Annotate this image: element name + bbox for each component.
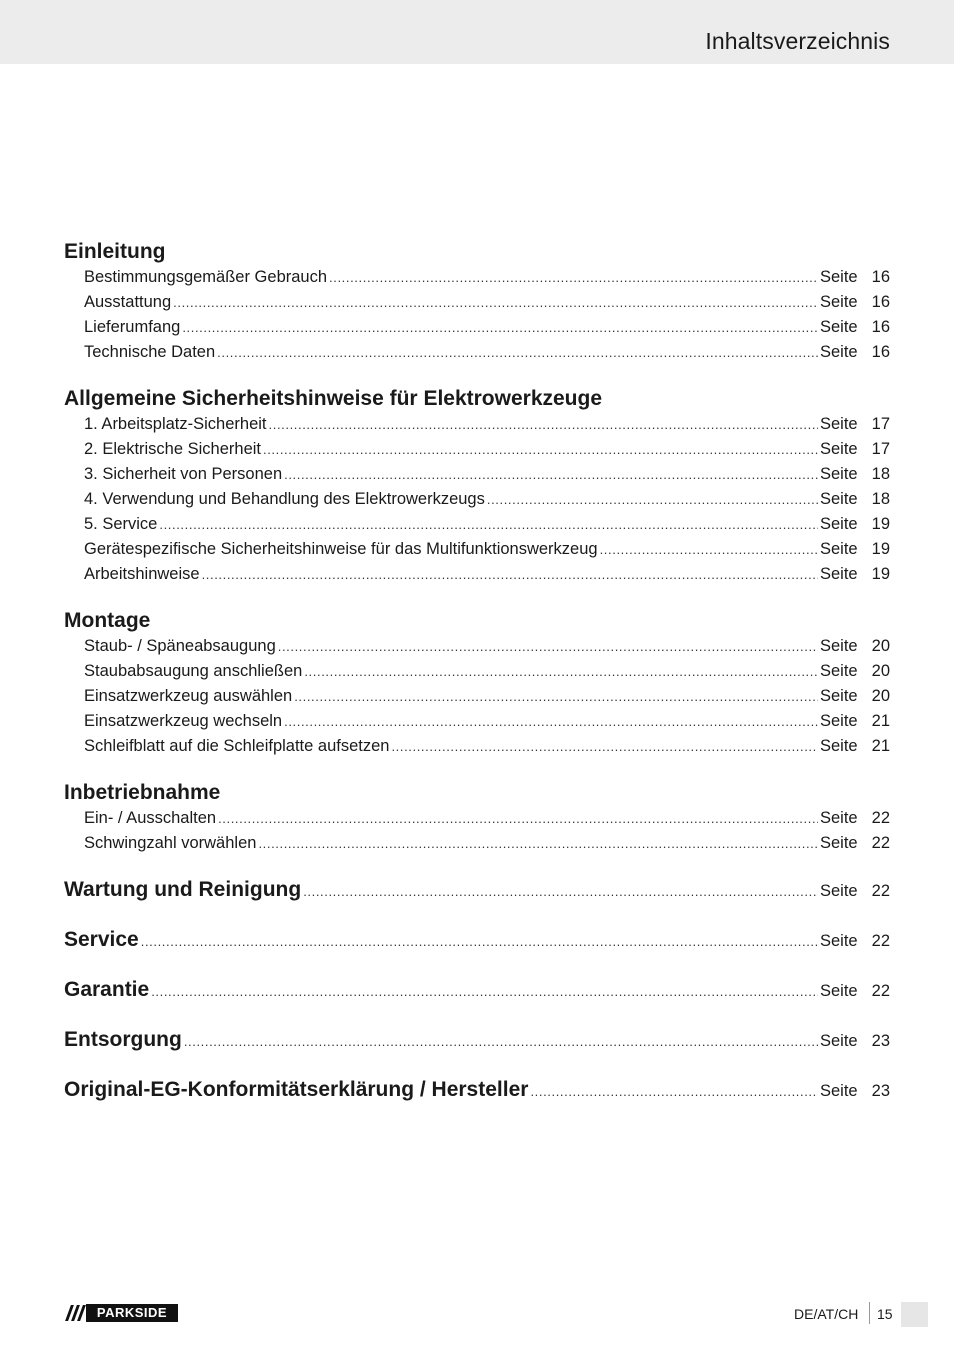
toc-entry-page: 23 — [871, 1082, 890, 1100]
toc-entry-page: 21 — [871, 712, 890, 730]
toc-entry-page: 22 — [871, 882, 890, 900]
toc-entry-label: Staub- / Späneabsaugung — [84, 637, 276, 655]
toc-entry-label: 4. Verwendung und Behandlung des Elektrowerkzeugs — [84, 490, 485, 508]
dot-leader — [278, 634, 818, 659]
dot-leader — [284, 709, 818, 734]
toc-entry-label: 1. Arbeitsplatz-Sicherheit — [84, 415, 267, 433]
toc-entry-seite: Seite — [820, 440, 858, 458]
toc-entry-label: Ausstattung — [84, 293, 172, 311]
toc-entry[interactable] — [64, 462, 890, 487]
dot-leader — [487, 487, 818, 512]
toc-entry-page: 17 — [871, 415, 890, 433]
toc-section-inbetriebnahme — [64, 780, 890, 856]
section-title: Montage — [64, 609, 151, 632]
toc-entry[interactable] — [64, 537, 890, 562]
dot-leader — [217, 340, 818, 365]
toc-main-entry-label: Service — [64, 928, 139, 951]
toc-section-montage — [64, 608, 890, 759]
toc-main-entry[interactable] — [64, 1065, 890, 1115]
toc-entry-label: Ein- / Ausschalten — [84, 809, 217, 827]
toc-main-entry[interactable] — [64, 915, 890, 965]
toc-entry-seite: Seite — [820, 490, 858, 508]
toc-entry[interactable] — [64, 412, 890, 437]
toc-entry-seite: Seite — [820, 712, 858, 730]
toc-main-entry-label: Garantie — [64, 978, 150, 1001]
toc-entry-seite: Seite — [820, 415, 858, 433]
toc-entry-page: 19 — [871, 540, 890, 558]
toc-entry[interactable] — [64, 265, 890, 290]
toc-entry-page: 19 — [871, 515, 890, 533]
toc-entry-page: 16 — [871, 318, 890, 336]
toc-entry-page: 20 — [871, 687, 890, 705]
toc-entry-page: 16 — [871, 293, 890, 311]
toc-entry-seite: Seite — [820, 662, 858, 680]
toc-entry[interactable] — [64, 659, 890, 684]
dot-leader — [530, 1067, 818, 1117]
toc-entry[interactable] — [64, 831, 890, 856]
toc-entry[interactable] — [64, 315, 890, 340]
toc-main-entry[interactable] — [64, 1015, 890, 1065]
toc-main-entry-label: Entsorgung — [64, 1028, 182, 1051]
dot-leader — [184, 1017, 818, 1067]
toc-entry[interactable] — [64, 512, 890, 537]
dot-leader — [182, 315, 818, 340]
toc-main-entry-label: Original-EG-Konformitätserklärung / Hersteller — [64, 1078, 529, 1101]
dot-leader — [159, 512, 818, 537]
toc-entry-page: 22 — [871, 982, 890, 1000]
dot-leader — [284, 462, 818, 487]
toc-entry[interactable] — [64, 340, 890, 365]
toc-entry-label: Schwingzahl vorwählen — [84, 834, 257, 852]
dot-leader — [329, 265, 818, 290]
toc-entry-page: 20 — [871, 637, 890, 655]
toc-entry-label: Technische Daten — [84, 343, 216, 361]
toc-entry-label: Einsatzwerkzeug wechseln — [84, 712, 283, 730]
toc-entry-page: 19 — [871, 565, 890, 583]
dot-leader — [151, 967, 818, 1017]
toc-entry-seite: Seite — [820, 268, 858, 286]
toc-entry-seite: Seite — [820, 882, 858, 900]
toc-main-entry[interactable] — [64, 865, 890, 915]
toc-entry-page: 22 — [871, 834, 890, 852]
toc-entry-label: Arbeitshinweise — [84, 565, 200, 583]
toc-main-entries — [64, 865, 890, 1115]
logo-text: PARKSIDE — [86, 1304, 178, 1322]
toc-entry-seite: Seite — [820, 343, 858, 361]
toc-entry-page: 23 — [871, 1032, 890, 1050]
toc-section-sicherheitshinweise — [64, 386, 890, 587]
toc-entry-page: 18 — [871, 465, 890, 483]
toc-entry-seite: Seite — [820, 515, 858, 533]
toc-entry-label: 3. Sicherheit von Personen — [84, 465, 283, 483]
toc-entry-seite: Seite — [820, 318, 858, 336]
section-title: Einleitung — [64, 240, 166, 263]
toc-entry-label: Lieferumfang — [84, 318, 181, 336]
toc-entry[interactable] — [64, 437, 890, 462]
parkside-logo — [64, 1304, 178, 1322]
toc-entry-page: 22 — [871, 809, 890, 827]
toc-section-einleitung — [64, 239, 890, 365]
dot-leader — [173, 290, 818, 315]
toc-entry-seite: Seite — [820, 540, 858, 558]
toc-entry-label: 5. Service — [84, 515, 158, 533]
dot-leader — [303, 867, 818, 917]
toc-entry-label: Gerätespezifische Sicherheitshinweise für das Multifunktionswerkzeug — [84, 540, 598, 558]
section-title: Allgemeine Sicherheitshinweise für Elektrowerkzeuge — [64, 387, 603, 410]
section-title: Inbetriebnahme — [64, 781, 221, 804]
toc-entry-label: Bestimmungsgemäßer Gebrauch — [84, 268, 328, 286]
toc-main-entry[interactable] — [64, 965, 890, 1015]
toc-entry-page: 22 — [871, 932, 890, 950]
toc-entry-seite: Seite — [820, 465, 858, 483]
dot-leader — [269, 412, 818, 437]
toc-entry[interactable] — [64, 634, 890, 659]
dot-leader — [202, 562, 818, 587]
toc-entry-seite: Seite — [820, 932, 858, 950]
toc-entry-page: 17 — [871, 440, 890, 458]
dot-leader — [294, 684, 818, 709]
toc-entry[interactable] — [64, 562, 890, 587]
toc-entry-page: 21 — [871, 737, 890, 755]
dot-leader — [258, 831, 818, 856]
table-of-contents — [64, 239, 890, 1115]
footer-tab-marker — [901, 1302, 928, 1327]
toc-entry-page: 20 — [871, 662, 890, 680]
toc-entry-page: 16 — [871, 343, 890, 361]
toc-entry-seite: Seite — [820, 1032, 858, 1050]
footer-page-number: 15 — [877, 1306, 893, 1322]
toc-entry-seite: Seite — [820, 737, 858, 755]
dot-leader — [141, 917, 818, 967]
toc-entry[interactable] — [64, 684, 890, 709]
toc-entry-seite: Seite — [820, 1082, 858, 1100]
toc-entry[interactable] — [64, 806, 890, 831]
page-title: Inhaltsverzeichnis — [705, 28, 890, 54]
toc-entry-page: 18 — [871, 490, 890, 508]
footer-region: DE/AT/CH — [794, 1306, 859, 1322]
toc-entry-label: Staubabsaugung anschließen — [84, 662, 303, 680]
toc-entry-label: Schleifblatt auf die Schleifplatte aufsetzen — [84, 737, 390, 755]
dot-leader — [218, 806, 818, 831]
logo-stripes-icon — [64, 1304, 86, 1322]
toc-entry-seite: Seite — [820, 834, 858, 852]
toc-entry-seite: Seite — [820, 565, 858, 583]
toc-entry-seite: Seite — [820, 687, 858, 705]
toc-entry[interactable] — [64, 709, 890, 734]
toc-entry-seite: Seite — [820, 293, 858, 311]
toc-entry-page: 16 — [871, 268, 890, 286]
toc-entry[interactable] — [64, 487, 890, 512]
toc-entry[interactable] — [64, 290, 890, 315]
toc-entry-label: 2. Elektrische Sicherheit — [84, 440, 261, 458]
toc-entry[interactable] — [64, 734, 890, 759]
toc-entry-label: Einsatzwerkzeug auswählen — [84, 687, 293, 705]
dot-leader — [304, 659, 818, 684]
toc-main-entry-label: Wartung und Reinigung — [64, 878, 302, 901]
dot-leader — [391, 734, 818, 759]
footer-divider — [869, 1302, 870, 1324]
toc-entry-seite: Seite — [820, 982, 858, 1000]
toc-entry-seite: Seite — [820, 637, 858, 655]
toc-entry-seite: Seite — [820, 809, 858, 827]
dot-leader — [600, 537, 818, 562]
dot-leader — [263, 437, 818, 462]
